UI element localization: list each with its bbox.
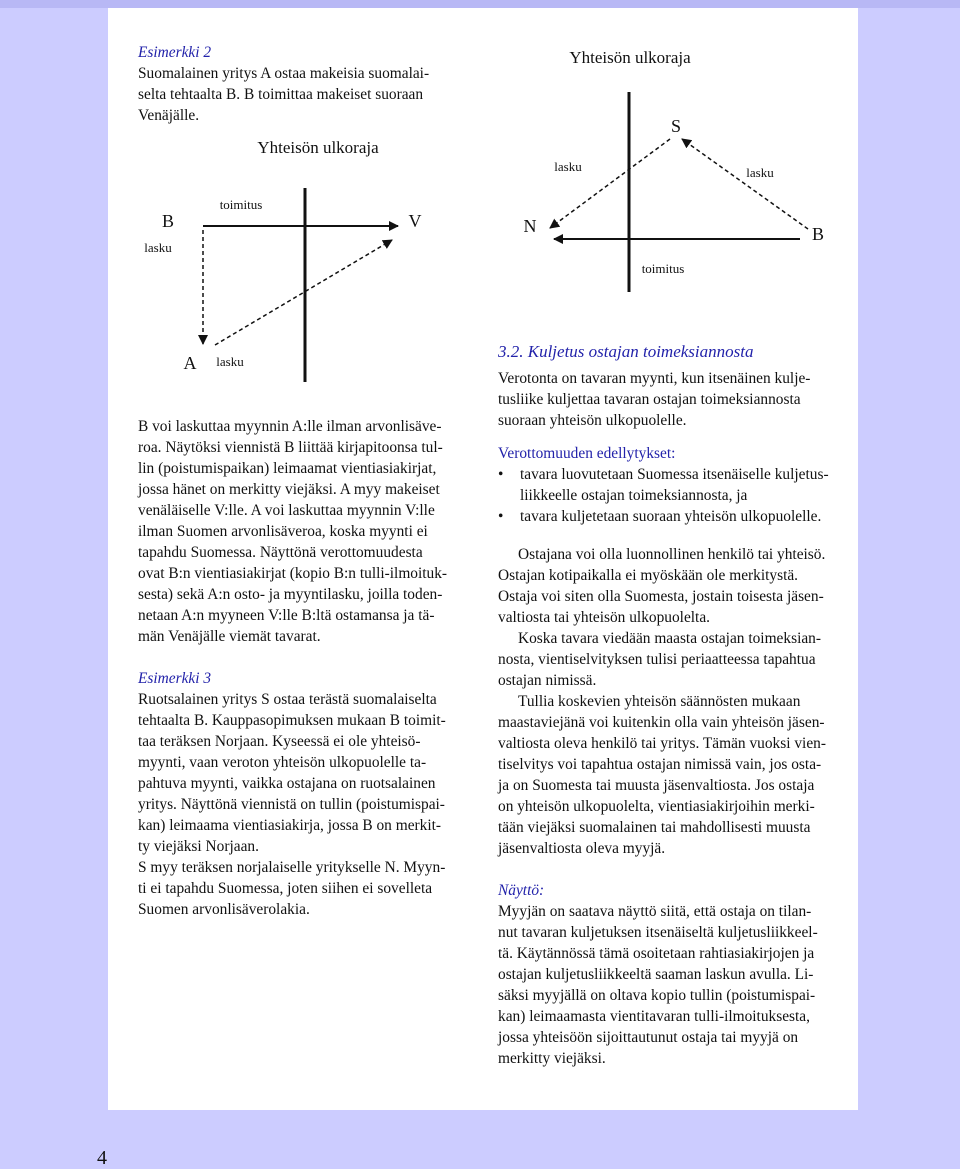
proof-line: tä. Käytännössä tämä osoitetaan rahtiasiakirjojen ja (498, 945, 815, 962)
example-2-text-line: netaan A:n myyneen V:lle B:ltä ostamansa ja tä- (138, 607, 435, 624)
para-line: jäsenvaltiosta oleva myyjä. (498, 840, 666, 857)
right-label-lasku-left: lasku (554, 159, 582, 174)
left-label-lasku-a: lasku (216, 354, 244, 369)
proof-line: kan) leimaamasta vientitavaran tulli-ilmoituksesta, (498, 1008, 810, 1025)
proof-line: jossa yhteisöön sijoittautunut ostaja tai myyjä on (498, 1029, 799, 1046)
example-2-explanation (138, 416, 476, 920)
left-label-lasku-b: lasku (144, 240, 172, 255)
condition-item (498, 464, 842, 506)
conditions-heading: Verottomuuden edellytykset: (498, 445, 676, 462)
para-line: ostajan nimissä. (498, 672, 597, 689)
example-2-text-line: venäläiselle V:lle. A voi laskuttaa myynnin V:lle (138, 502, 435, 519)
example-2-line: Suomalainen yritys A ostaa makeisia suomalai- (138, 65, 430, 82)
condition-line: • tavara kuljetetaan suoraan yhteisön ulkopuolelle. (520, 508, 822, 525)
paragraph-buyer (498, 544, 842, 628)
page-number: 4 (97, 1147, 107, 1169)
left-node-v: V (408, 211, 422, 231)
para-line: valtiosta tai yhteisön ulkopuolelta. (498, 609, 711, 626)
proof-line: säksi myyjällä on oltava kopio tullin (poistumispai- (498, 987, 816, 1004)
left-diagram-title: Yhteisön ulkoraja (257, 138, 379, 157)
example-2-line: Venäjälle. (138, 107, 200, 124)
example-2-text-line: roa. Näytöksi viennistä B liittää kirjapitoonsa tul- (138, 439, 443, 456)
example-3-line: Ruotsalainen yritys S ostaa terästä suomalaiselta (138, 691, 437, 708)
para-line: Koska tavara viedään maasta ostajan toimeksian- (518, 630, 821, 647)
example-2-intro (138, 42, 476, 126)
paragraph-proof (498, 901, 842, 1069)
para-line: Tullia koskevien yhteisön säännösten mukaan (518, 693, 801, 710)
intro-line: Verotonta on tavaran myynti, kun itsenäinen kulje- (498, 370, 811, 387)
proof-line: nut tavaran kuljetuksen itsenäiseltä kuljetusliikkeel- (498, 924, 818, 941)
section-title: 3.2. Kuljetus ostajan toimeksiannosta (498, 342, 754, 361)
example-3-line: myynti, vaan veroton yhteisön ulkopuolelle ta- (138, 754, 427, 771)
example-2-text-line: sesta) sekä A:n osto- ja myyntilasku, joilla toden- (138, 586, 443, 603)
para-line: tiselvitys voi tapahtua ostajan nimissä vain, jos osta- (498, 756, 822, 773)
right-label-lasku-right: lasku (746, 165, 774, 180)
example-3-line: Suomen arvonlisäverolakia. (138, 901, 310, 918)
example-3-line: pahtuva myynti, vaikka ostajana on ruotsalainen (138, 775, 436, 792)
example-2-text-line: B voi laskuttaa myynnin A:lle ilman arvonlisäve- (138, 418, 442, 435)
example-3-line: ti ei tapahdu Suomessa, joten siihen ei sovelleta (138, 880, 433, 897)
diagram-example-2 (144, 138, 421, 382)
right-invoice-arrow-s-n (550, 139, 670, 228)
right-diagram-title: Yhteisön ulkoraja (569, 48, 691, 67)
example-3-line: kan) leimaama vientiasiakirja, jossa B on merkit- (138, 817, 442, 834)
intro-line: tusliike kuljettaa tavaran ostajan toimeksiannosta (498, 391, 801, 408)
para-line: on yhteisön ulkopuolelta, vientiasiakirjoihin merki- (498, 798, 815, 815)
example-3-line: S myy teräksen norjalaiselle yritykselle N. Myyn- (138, 859, 446, 876)
right-node-s: S (670, 116, 682, 136)
proof-line: merkitty viejäksi. (498, 1050, 606, 1067)
para-line: maastaviejänä voi kuitenkin olla vain yhteisön jäsen- (498, 714, 825, 731)
para-line: Ostajan kotipaikalla ei myöskään ole merkitystä. (498, 567, 799, 584)
example-2-heading: Esimerkki 2 (138, 44, 212, 61)
para-line: valtiosta oleva henkilö tai yritys. Tämän vuoksi vien- (498, 735, 826, 752)
proof-line: Myyjän on saatava näyttö siitä, että ostaja on tilan- (498, 903, 812, 920)
example-2-text-line: jossa hänet on merkitty viejäksi. A myy makeiset (138, 481, 440, 498)
diagram-example-3 (524, 48, 825, 292)
intro-line: suoraan yhteisön ulkopuolelle. (498, 412, 687, 429)
condition-line: • tavara luovutetaan Suomessa itsenäiselle kuljetus- (520, 466, 829, 483)
paragraph-export (498, 628, 842, 691)
para-line: tään viejäksi suomalainen tai mahdollisesti muusta (498, 819, 811, 836)
example-3-line: taa teräksen Norjaan. Kyseessä ei ole yhteisö- (138, 733, 421, 750)
right-node-n: N (523, 216, 537, 236)
proof-heading: Näyttö: (498, 882, 545, 899)
example-3-heading: Esimerkki 3 (138, 670, 212, 687)
example-2-text-line: män Venäjälle viemät tavarat. (138, 628, 321, 645)
example-2-text-line: ovat B:n vientiasiakirjat (kopio B:n tulli-ilmoituk- (138, 565, 448, 582)
right-label-toimitus: toimitus (641, 261, 685, 276)
condition-item (498, 506, 842, 527)
section-3-2 (498, 341, 842, 1069)
para-line: ja on Suomesta tai muusta jäsenvaltiosta. Jos ostaja (498, 777, 815, 794)
conditions-list (498, 464, 842, 527)
example-2-text-line: lin (poistumispaikan) leimaamat vientiasiakirjat, (138, 460, 437, 477)
example-2-text-line: tapahdu Suomessa. Näyttönä verottomuudesta (138, 544, 423, 561)
condition-line: liikkeelle ostajan toimeksiannosta, ja (520, 487, 748, 504)
proof-line: ostajan kuljetusliikkeeltä saaman laskun avulla. Li- (498, 966, 814, 983)
para-line: Ostajana voi olla luonnollinen henkilö tai yhteisö. (518, 546, 826, 563)
para-line: Ostaja voi siten olla Suomesta, jostain toisesta jäsen- (498, 588, 824, 605)
paragraph-customs (498, 691, 842, 859)
left-node-a: A (183, 353, 197, 373)
left-label-toimitus: toimitus (219, 197, 263, 212)
para-line: nosta, vientiselvityksen tulisi periaatteessa tapahtua (498, 651, 816, 668)
example-2-text-line: ilman Suomen arvonlisäveroa, koska myynti ei (138, 523, 428, 540)
example-3-line: tehtaalta B. Kauppasopimuksen mukaan B toimit- (138, 712, 446, 729)
right-node-b: B (811, 224, 825, 244)
left-node-b: B (161, 211, 175, 231)
example-2-line: selta tehtaalta B. B toimittaa makeiset suoraan (138, 86, 424, 103)
example-3-line: yritys. Näyttönä viennistä on tullin (poistumispai- (138, 796, 445, 813)
right-invoice-arrow-b-s (682, 139, 808, 229)
example-3-line: ty viejäksi Norjaan. (138, 838, 259, 855)
